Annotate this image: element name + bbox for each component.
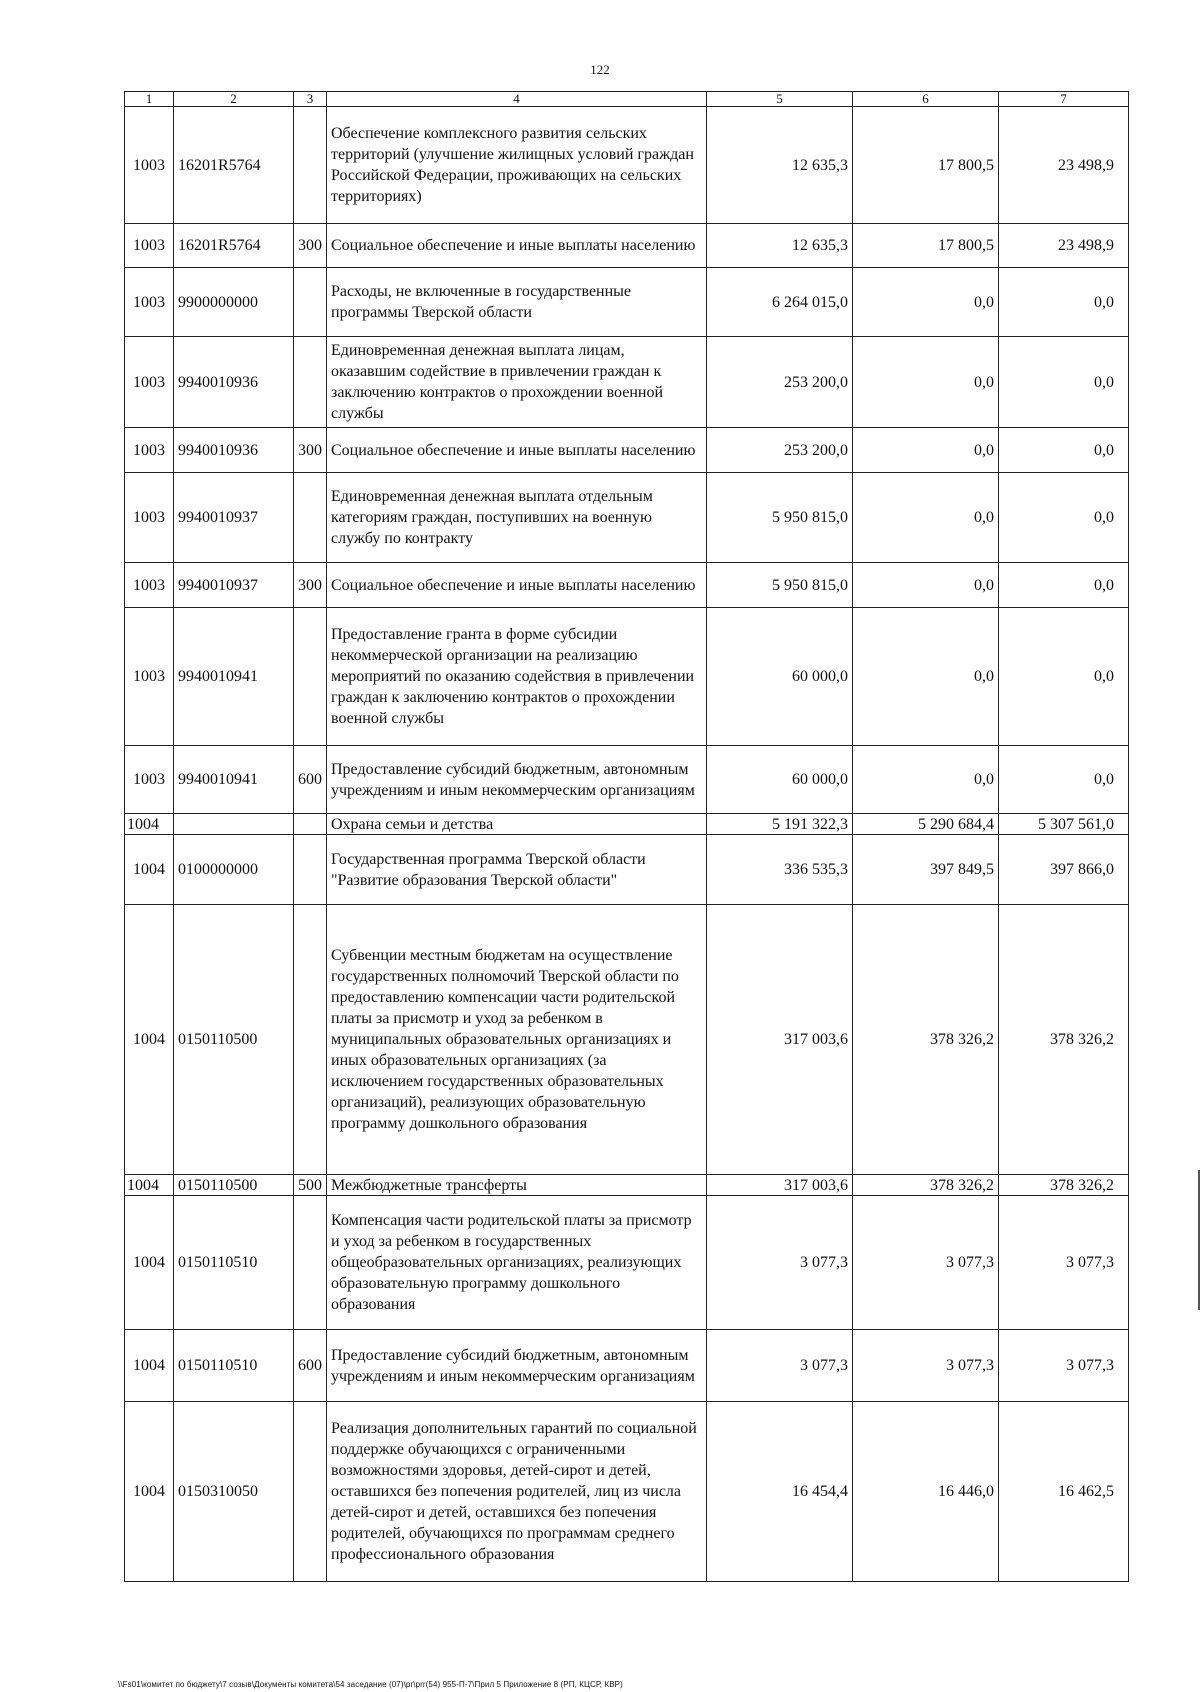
amount-col6: 378 326,2 bbox=[853, 1175, 999, 1196]
expense-type-code: 600 bbox=[294, 1330, 327, 1402]
header-cell: 5 bbox=[707, 92, 853, 107]
table-row bbox=[125, 563, 1129, 608]
amount-col7: 16 462,5 bbox=[999, 1402, 1129, 1582]
section-code: 1003 bbox=[125, 473, 174, 563]
header-cell: 4 bbox=[327, 92, 707, 107]
target-article-code: 16201R5764 bbox=[174, 224, 294, 268]
expense-type-code bbox=[294, 835, 327, 905]
amount-col7: 397 866,0 bbox=[999, 835, 1129, 905]
expense-type-code bbox=[294, 268, 327, 337]
amount-col5: 5 191 322,3 bbox=[707, 814, 853, 835]
expense-type-code bbox=[294, 473, 327, 563]
table-row bbox=[125, 224, 1129, 268]
amount-col7: 0,0 bbox=[999, 563, 1129, 608]
amount-col6: 5 290 684,4 bbox=[853, 814, 999, 835]
section-code: 1003 bbox=[125, 746, 174, 814]
section-code: 1003 bbox=[125, 107, 174, 224]
amount-col7: 0,0 bbox=[999, 473, 1129, 563]
amount-col6: 0,0 bbox=[853, 473, 999, 563]
amount-col5: 317 003,6 bbox=[707, 905, 853, 1175]
target-article-code: 9940010941 bbox=[174, 746, 294, 814]
amount-col7: 3 077,3 bbox=[999, 1196, 1129, 1330]
table-row bbox=[125, 746, 1129, 814]
section-code: 1004 bbox=[125, 1175, 174, 1196]
page-number: 122 bbox=[590, 62, 610, 77]
header-cell: 3 bbox=[294, 92, 327, 107]
section-code: 1003 bbox=[125, 268, 174, 337]
amount-col6: 3 077,3 bbox=[853, 1330, 999, 1402]
target-article-code: 9940010937 bbox=[174, 473, 294, 563]
section-code: 1004 bbox=[125, 1330, 174, 1402]
amount-col6: 0,0 bbox=[853, 428, 999, 473]
amount-col6: 3 077,3 bbox=[853, 1196, 999, 1330]
table-row bbox=[125, 1330, 1129, 1402]
target-article-code: 0150110500 bbox=[174, 1175, 294, 1196]
item-name: Компенсация части родительской платы за присмотр и уход за ребенком в государственных общеобразовательных организациях, реализующих образовательную программу дошкольного образования bbox=[327, 1196, 707, 1330]
amount-col6: 0,0 bbox=[853, 608, 999, 746]
amount-col6: 17 800,5 bbox=[853, 107, 999, 224]
section-code: 1004 bbox=[125, 835, 174, 905]
expense-type-code: 300 bbox=[294, 563, 327, 608]
amount-col6: 16 446,0 bbox=[853, 1402, 999, 1582]
amount-col7: 23 498,9 bbox=[999, 107, 1129, 224]
expense-type-code bbox=[294, 814, 327, 835]
amount-col7: 0,0 bbox=[999, 268, 1129, 337]
item-name: Социальное обеспечение и иные выплаты населению bbox=[327, 428, 707, 473]
table-row bbox=[125, 1402, 1129, 1582]
amount-col7: 378 326,2 bbox=[999, 1175, 1129, 1196]
expense-type-code: 300 bbox=[294, 428, 327, 473]
header-cell: 7 bbox=[999, 92, 1129, 107]
target-article-code: 0150110500 bbox=[174, 905, 294, 1175]
amount-col7: 0,0 bbox=[999, 746, 1129, 814]
amount-col7: 0,0 bbox=[999, 608, 1129, 746]
header-cell: 1 bbox=[125, 92, 174, 107]
amount-col7: 23 498,9 bbox=[999, 224, 1129, 268]
amount-col5: 5 950 815,0 bbox=[707, 563, 853, 608]
item-name: Субвенции местным бюджетам на осуществление государственных полномочий Тверской области по предоставлению компенсации части родительской платы за присмотр и уход за ребенком в муниципальных образовательных организациях и иных образовательных организациях (за исключением государственных образовательных организаций), реализующих образовательную программу дошкольного образования bbox=[327, 905, 707, 1175]
target-article-code: 0150310050 bbox=[174, 1402, 294, 1582]
section-code: 1004 bbox=[125, 1402, 174, 1582]
expense-type-code: 500 bbox=[294, 1175, 327, 1196]
footer-file-path: \\Fs01\комитет по бюджету\7 созыв\Документы комитета\54 заседание (07)\pr\prr(54) 955-П-7\Прил 5 Приложение 8 (РП, КЦСР, КВР) bbox=[118, 1680, 623, 1689]
header-row bbox=[125, 92, 1129, 107]
amount-col6: 378 326,2 bbox=[853, 905, 999, 1175]
target-article-code: 9940010941 bbox=[174, 608, 294, 746]
section-code: 1004 bbox=[125, 1196, 174, 1330]
expense-type-code bbox=[294, 608, 327, 746]
table-row bbox=[125, 835, 1129, 905]
amount-col5: 60 000,0 bbox=[707, 746, 853, 814]
amount-col5: 3 077,3 bbox=[707, 1330, 853, 1402]
table-row bbox=[125, 107, 1129, 224]
amount-col5: 60 000,0 bbox=[707, 608, 853, 746]
table-row bbox=[125, 814, 1129, 835]
item-name: Социальное обеспечение и иные выплаты населению bbox=[327, 563, 707, 608]
expense-type-code: 600 bbox=[294, 746, 327, 814]
item-name: Охрана семьи и детства bbox=[327, 814, 707, 835]
section-code: 1004 bbox=[125, 905, 174, 1175]
item-name: Единовременная денежная выплата лицам, оказавшим содействие в привлечении граждан к заключению контрактов о прохождении военной службы bbox=[327, 337, 707, 428]
table-row bbox=[125, 473, 1129, 563]
table-row bbox=[125, 428, 1129, 473]
amount-col5: 16 454,4 bbox=[707, 1402, 853, 1582]
section-code: 1003 bbox=[125, 608, 174, 746]
amount-col5: 6 264 015,0 bbox=[707, 268, 853, 337]
target-article-code: 9940010936 bbox=[174, 337, 294, 428]
header-cell: 6 bbox=[853, 92, 999, 107]
amount-col5: 5 950 815,0 bbox=[707, 473, 853, 563]
item-name: Реализация дополнительных гарантий по социальной поддержке обучающихся с ограниченными возможностями здоровья, детей-сирот и детей, оставшихся без попечения родителей, лиц из числа детей-сирот и детей, оставшихся без попечения родителей, обучающихся по программам среднего профессионального образования bbox=[327, 1402, 707, 1582]
section-code: 1003 bbox=[125, 224, 174, 268]
section-code: 1003 bbox=[125, 563, 174, 608]
amount-col5: 3 077,3 bbox=[707, 1196, 853, 1330]
amount-col6: 0,0 bbox=[853, 746, 999, 814]
amount-col7: 3 077,3 bbox=[999, 1330, 1129, 1402]
amount-col6: 397 849,5 bbox=[853, 835, 999, 905]
target-article-code: 0150110510 bbox=[174, 1196, 294, 1330]
amount-col6: 0,0 bbox=[853, 563, 999, 608]
amount-col5: 317 003,6 bbox=[707, 1175, 853, 1196]
expense-type-code bbox=[294, 337, 327, 428]
amount-col7: 0,0 bbox=[999, 428, 1129, 473]
section-code: 1003 bbox=[125, 337, 174, 428]
target-article-code: 0150110510 bbox=[174, 1330, 294, 1402]
amount-col6: 17 800,5 bbox=[853, 224, 999, 268]
target-article-code: 9940010937 bbox=[174, 563, 294, 608]
item-name: Государственная программа Тверской области "Развитие образования Тверской области" bbox=[327, 835, 707, 905]
item-name: Предоставление субсидий бюджетным, автономным учреждениям и иным некоммерческим организациям bbox=[327, 1330, 707, 1402]
amount-col5: 336 535,3 bbox=[707, 835, 853, 905]
table-row bbox=[125, 608, 1129, 746]
item-name: Межбюджетные трансферты bbox=[327, 1175, 707, 1196]
section-code: 1003 bbox=[125, 428, 174, 473]
amount-col5: 253 200,0 bbox=[707, 428, 853, 473]
table-row bbox=[125, 268, 1129, 337]
table-row bbox=[125, 337, 1129, 428]
table-row bbox=[125, 1196, 1129, 1330]
amount-col5: 12 635,3 bbox=[707, 224, 853, 268]
expense-type-code bbox=[294, 905, 327, 1175]
amount-col5: 253 200,0 bbox=[707, 337, 853, 428]
expense-type-code: 300 bbox=[294, 224, 327, 268]
item-name: Предоставление субсидий бюджетным, автономным учреждениям и иным некоммерческим организациям bbox=[327, 746, 707, 814]
item-name: Предоставление гранта в форме субсидии некоммерческой организации на реализацию мероприятий по оказанию содействия в привлечении граждан к заключению контрактов о прохождении военной службы bbox=[327, 608, 707, 746]
amount-col6: 0,0 bbox=[853, 337, 999, 428]
target-article-code: 9900000000 bbox=[174, 268, 294, 337]
item-name: Единовременная денежная выплата отдельным категориям граждан, поступивших на военную службу по контракту bbox=[327, 473, 707, 563]
budget-table bbox=[124, 91, 1129, 1582]
target-article-code: 16201R5764 bbox=[174, 107, 294, 224]
item-name: Расходы, не включенные в государственные программы Тверской области bbox=[327, 268, 707, 337]
table-row bbox=[125, 905, 1129, 1175]
amount-col5: 12 635,3 bbox=[707, 107, 853, 224]
target-article-code: 9940010936 bbox=[174, 428, 294, 473]
header-cell: 2 bbox=[174, 92, 294, 107]
expense-type-code bbox=[294, 107, 327, 224]
target-article-code bbox=[174, 814, 294, 835]
table-row bbox=[125, 1175, 1129, 1196]
amount-col7: 0,0 bbox=[999, 337, 1129, 428]
amount-col7: 378 326,2 bbox=[999, 905, 1129, 1175]
expense-type-code bbox=[294, 1402, 327, 1582]
amount-col7: 5 307 561,0 bbox=[999, 814, 1129, 835]
amount-col6: 0,0 bbox=[853, 268, 999, 337]
section-code: 1004 bbox=[125, 814, 174, 835]
item-name: Обеспечение комплексного развития сельских территорий (улучшение жилищных условий граждан Российской Федерации, проживающих на сельских территориях) bbox=[327, 107, 707, 224]
item-name: Социальное обеспечение и иные выплаты населению bbox=[327, 224, 707, 268]
expense-type-code bbox=[294, 1196, 327, 1330]
target-article-code: 0100000000 bbox=[174, 835, 294, 905]
